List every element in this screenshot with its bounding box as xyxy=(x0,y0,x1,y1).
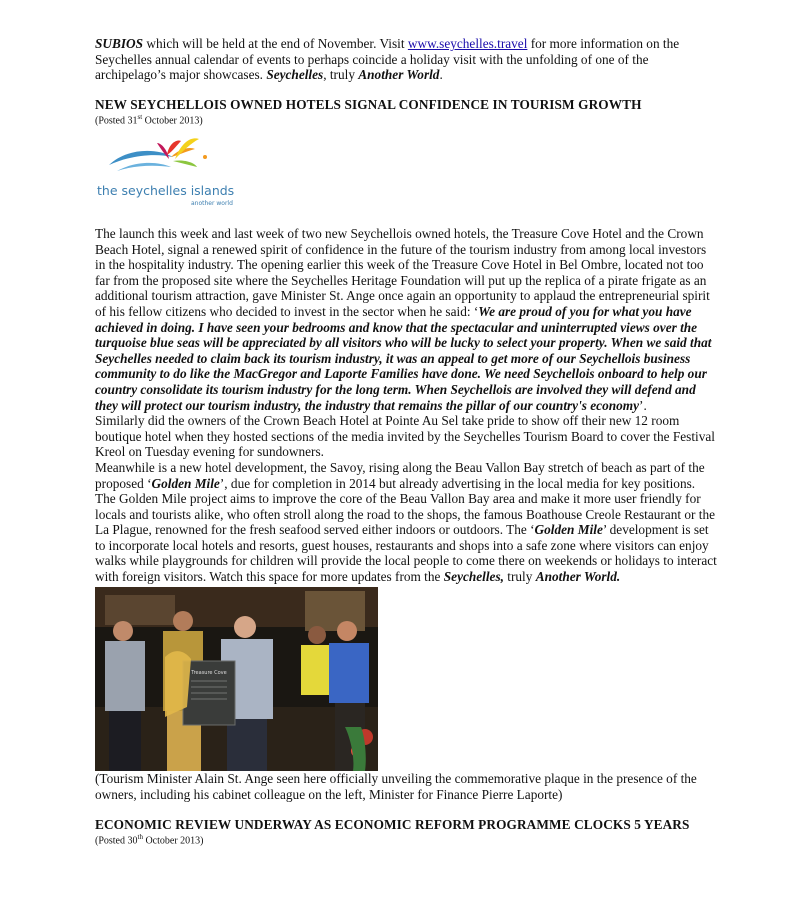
posted-prefix-2: (Posted 30 xyxy=(95,835,138,847)
seychelles-emphasis: Seychelles xyxy=(266,67,324,83)
intro-text-3: , truly xyxy=(323,67,359,83)
plaque-inscription: Treasure Cove xyxy=(191,670,227,676)
minister-quote: We are proud of you for what you have achieved in doing. I have seen your bedrooms and know that the spectacular and uninterrupted views over the turquoise blue seas will be appreciated by all visitors who will be lucky to select your property. When we said that Seychelles needed to claim back its tourism industry, it was an appeal to get more of our Seychellois business community to do like the MacGregor and Laporte Families have done. We need Seychellois onboard to help our country consolidate its tourism industry for the long term. When Seychellois are involved they will defend and they will protect our tourism industry, the industry that remains the pillar of our country's economy xyxy=(95,303,712,413)
para3-text-2: ’, due for completion in 2014 but already advertising in the local media for key positions. xyxy=(219,475,696,491)
golden-mile-emphasis-2: Golden Mile xyxy=(534,522,603,538)
posted-sup: st xyxy=(137,113,143,121)
article-headline: NEW SEYCHELLOIS OWNED HOTELS SIGNAL CONFIDENCE IN TOURISM GROWTH xyxy=(95,97,642,112)
para3-text: Meanwhile is a new hotel development, the Savoy, rising along the Beau Vallon Bay stretch of beach as part of the proposed ‘ xyxy=(95,459,705,491)
intro-text: which will be held at the end of November. Visit xyxy=(143,36,408,51)
article-headline-2: ECONOMIC REVIEW UNDERWAY AS ECONOMIC REFORM PROGRAMME CLOCKS 5 YEARS xyxy=(95,817,690,832)
paragraph-golden-mile xyxy=(95,491,717,585)
plaque-unveiling-photo xyxy=(95,587,378,771)
festival-name: SUBIOS xyxy=(95,36,144,51)
logo-tagline: another world xyxy=(191,200,233,207)
another-world-emphasis-2: Another World. xyxy=(535,569,621,585)
intro-text-2: for more information on the Seychelles annual calendar of events to perhaps coincide a holiday visit with the unfolding of one of the archipelago’s major showcases. xyxy=(95,36,680,83)
truly-text: truly xyxy=(503,569,536,585)
golden-mile-emphasis: Golden Mile xyxy=(151,475,220,491)
para4-text: The Golden Mile project aims to improve the core of the Beau Vallon Bay area and make it more user friendly for locals and tourists alike, who often stroll along the road to the shops, the famous Boathouse Creole Restaurant or the La Plague, renowned for the fresh seafood served either indoors or outdoors. The ‘ xyxy=(95,491,716,538)
posted-sup-2: th xyxy=(137,833,143,841)
posted-prefix: (Posted 31 xyxy=(95,115,138,127)
paragraph-launch xyxy=(95,226,717,413)
para4-text-2: ’ development is set to incorporate local hotels and resorts, guest houses, restaurants and shops into a safe zone where visitors can enjoy walks while playgrounds for children will provide the local people to come there on weekends or holidays to interact with foreign visitors. Watch this space for more updates from the xyxy=(95,522,717,585)
paragraph-crown-beach: Similarly did the owners of the Crown Beach Hotel at Pointe Au Sel take pride to show off their new 12 room boutique hotel when they hosted sections of the media invited by the Seychelles Tourism Board to cover the Festival Kreol on Tuesday evening for sundowners. xyxy=(95,413,715,460)
intro-period: . xyxy=(439,67,443,83)
para1-text: The launch this week and last week of two new Seychellois owned hotels, the Treasure Cove Hotel and the Crown Beach Hotel, signal a renewed spirit of confidence in the future of the tourism industry from among local investors in the hospitality industry. The opening earlier this week of the Treasure Cove Hotel in Bel Ombre, located not too far from the proposed site where the Seychelles Heritage Foundation will put up the replica of a pirate frigate as an additional tourism attraction, gave Minister St. Ange once again an opportunity to applaud the entrepreneurial spirit of his fellow citizens who decided to invest in the sector when he said: ‘ xyxy=(95,226,710,319)
article-body xyxy=(95,226,717,585)
another-world-emphasis: Another World xyxy=(358,67,440,83)
seychelles-emphasis-2: Seychelles, xyxy=(443,569,504,585)
photo-caption: (Tourism Minister Alain St. Ange seen here officially unveiling the commemorative plaque in the presence of the owners, including his cabinet colleague on the left, Minister for Finance Pierre Laporte) xyxy=(95,771,697,802)
logo-text: the seychelles islands xyxy=(97,183,235,198)
posted-suffix-2: October 2013) xyxy=(142,835,204,847)
seychelles-travel-link[interactable]: www.seychelles.travel xyxy=(407,36,528,51)
posted-date-2 xyxy=(95,831,204,847)
posted-date xyxy=(95,111,203,127)
paragraph-savoy xyxy=(95,460,717,491)
intro-paragraph xyxy=(95,36,715,83)
quote-end: ’. xyxy=(639,397,647,413)
seychelles-islands-logo xyxy=(95,135,235,213)
posted-suffix: October 2013) xyxy=(142,115,203,127)
